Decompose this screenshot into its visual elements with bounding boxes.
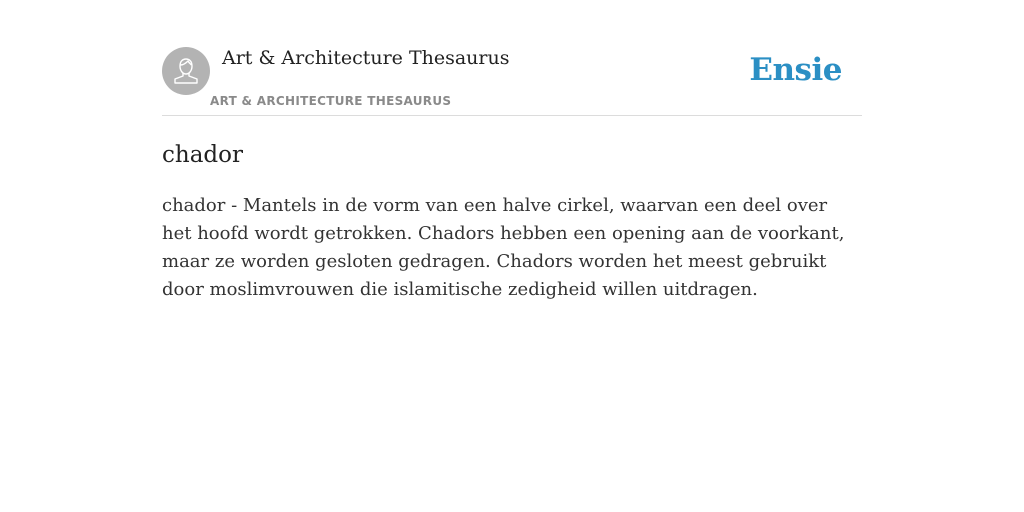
entry-term: chador (162, 142, 243, 168)
source-name[interactable]: Art & Architecture Thesaurus (222, 47, 510, 69)
entry-definition: chador - Mantels in de vorm van een halve cirkel, waarvan een deel over het hoofd wordt getrokken. Chadors hebben een opening aan de voorkant, maar ze worden gesloten gedragen. Chadors worden het meest gebruikt door moslimvrouwen die islamitische zedigheid willen uitdragen. (162, 195, 845, 300)
page-container (162, 0, 862, 300)
source-subtitle[interactable]: ART & ARCHITECTURE THESAURUS (210, 94, 452, 108)
avatar[interactable] (162, 47, 210, 95)
user-icon (171, 56, 201, 86)
ensie-logo[interactable]: Ensie (749, 52, 842, 88)
entry-header (162, 0, 862, 116)
